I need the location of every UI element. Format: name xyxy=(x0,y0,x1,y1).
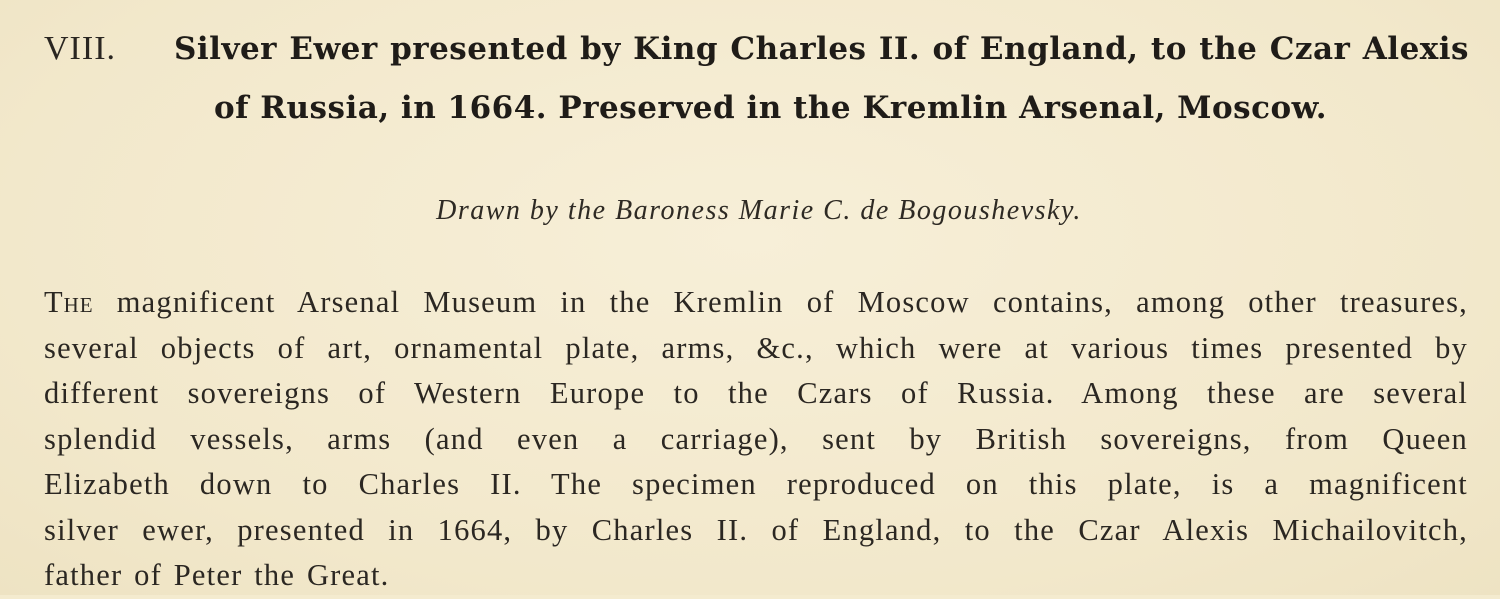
plate-heading xyxy=(44,30,1469,126)
paragraph-line: Elizabeth down to Charles II. The specimen reproduced on this plate, is a magnificent xyxy=(44,467,1468,501)
plate-title-line-1: Silver Ewer presented by King Charles II. of England, to the Czar Alexis xyxy=(174,31,1469,67)
paragraph-line: silver ewer, presented in 1664, by Charles II. of England, to the Czar Alexis Michailovitch, xyxy=(44,512,1468,547)
paragraph-line: several objects of art, ornamental plate, arms, &c., which were at various times presented by xyxy=(44,330,1468,365)
paragraph-line xyxy=(44,280,1468,326)
paragraph-first-word: The xyxy=(44,285,94,319)
heading-line-1 xyxy=(44,30,1469,80)
plate-title-line-2: of Russia, in 1664. Preserved in the Kremlin Arsenal, Moscow. xyxy=(213,90,1328,126)
description-paragraph xyxy=(44,280,1468,599)
plate-number: VIII. xyxy=(44,30,117,67)
paragraph-line: different sovereigns of Western Europe to the Czars of Russia. Among these are several xyxy=(44,376,1468,410)
paragraph-line: splendid vessels, arms (and even a carriage), sent by British sovereigns, from Queen xyxy=(44,421,1468,456)
illustrator-credit: Drawn by the Baroness Marie C. de Bogoushevsky. xyxy=(436,195,1082,226)
paragraph-line: father of Peter the Great. xyxy=(44,558,390,592)
paragraph-line-text: magnificent Arsenal Museum in the Kremlin of Moscow contains, among other treasures, xyxy=(93,285,1468,319)
